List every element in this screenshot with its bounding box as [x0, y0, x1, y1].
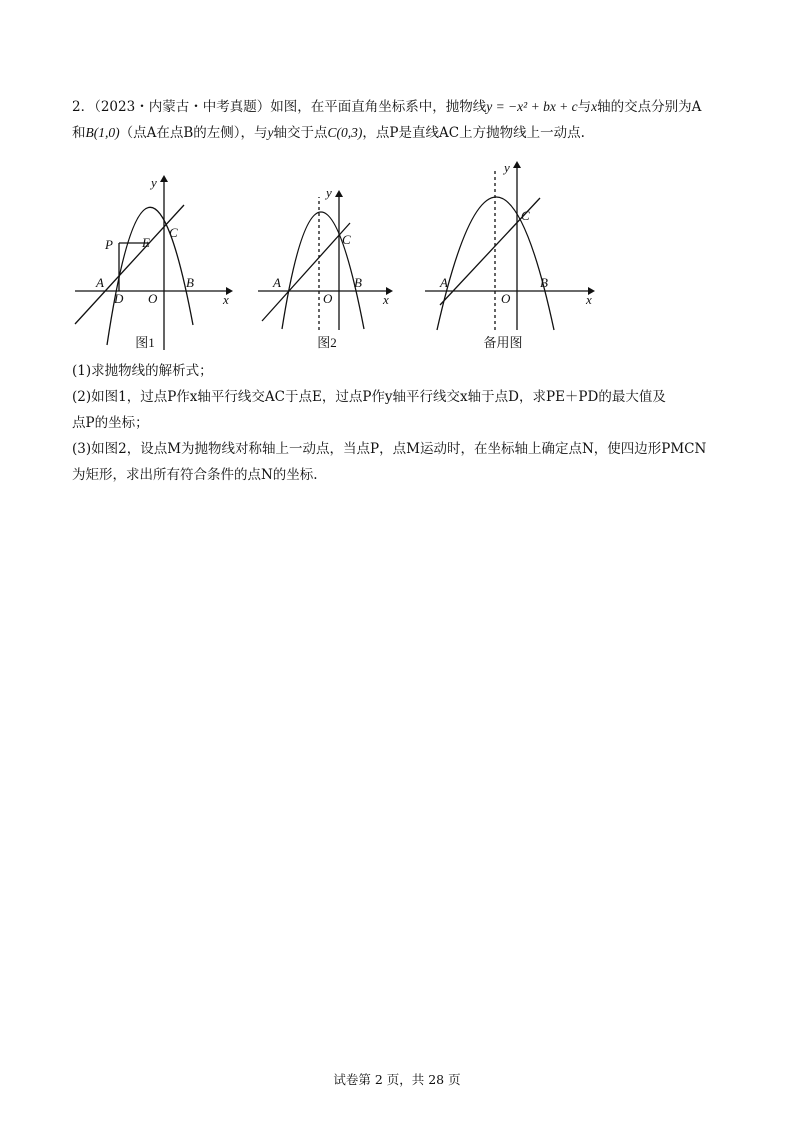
fig3-caption: 备用图: [483, 335, 523, 350]
problem-text: （点A在点B的左侧），与: [119, 125, 268, 141]
page-footer: 试卷第 2 页，共 28 页: [333, 1072, 461, 1087]
problem-statement: [72, 94, 724, 146]
fig2-label-b: B: [354, 275, 362, 290]
fig1-label-y: y: [151, 175, 157, 190]
fig2-label-x: x: [383, 292, 389, 307]
questions: [72, 358, 724, 488]
question-3-line-2: 为矩形，求出所有符合条件的点N的坐标.: [72, 467, 318, 483]
fig1-label-e: E: [142, 235, 150, 250]
question-1: (1)求抛物线的解析式；: [72, 363, 213, 379]
x-variable: x: [591, 99, 598, 114]
problem-text: 轴交于点: [273, 125, 328, 141]
fig3-label-o: O: [501, 291, 511, 306]
fig3-y-arrow: [513, 161, 521, 168]
fig3-label-b: B: [540, 275, 548, 290]
problem-text: ，点P是直线AC上方抛物线上一动点.: [362, 125, 585, 141]
fig3-label-y: y: [504, 160, 510, 175]
fig1-y-arrow: [160, 175, 168, 182]
fig2-caption: 图2: [317, 335, 337, 350]
figure-1: [75, 175, 233, 350]
fig3-label-c: C: [521, 208, 530, 223]
fig1-label-b: B: [186, 275, 194, 290]
fig1-label-a: A: [96, 275, 104, 290]
question-2-line-1: (2)如图1，过点P作x轴平行线交AC于点E，过点P作y轴平行线交x轴于点D，求PE＋PD的最大值及: [72, 389, 666, 405]
fig3-label-x: x: [586, 292, 592, 307]
fig1-label-p: P: [105, 237, 113, 252]
fig2-label-c: C: [342, 232, 351, 247]
fig1-label-o: O: [148, 291, 158, 306]
fig1-caption: 图1: [135, 335, 155, 350]
figures: [0, 160, 794, 360]
problem-line-2: [72, 120, 724, 146]
fig1-label-c: C: [169, 225, 178, 240]
fig1-label-x: x: [223, 292, 229, 307]
parabola-equation: y = −x² + bx + c: [486, 99, 578, 114]
question-3-line-1: (3)如图2，设点M为抛物线对称轴上一动点，当点P，点M运动时，在坐标轴上确定点N，使四边形PMCN: [72, 441, 707, 457]
fig1-line-ac: [75, 205, 184, 324]
question-2-line-2: 点P的坐标；: [72, 415, 149, 431]
problem-text: 与: [577, 99, 592, 115]
fig2-label-o: O: [323, 291, 333, 306]
fig2-y-arrow: [335, 190, 343, 197]
fig2-label-y: y: [326, 185, 332, 200]
fig2-line-ac: [262, 223, 350, 321]
point-c-coord: C(0,3): [327, 125, 363, 140]
fig2-parabola: [282, 212, 364, 329]
fig1-parabola: [107, 207, 193, 345]
fig1-label-d: D: [114, 291, 124, 306]
figure-2: [258, 190, 393, 330]
point-b-coord: B(1,0): [85, 125, 120, 140]
problem-line-1: [72, 94, 724, 120]
problem-intro: 2．（2023・内蒙古・中考真题）如图，在平面直角坐标系中，抛物线: [72, 99, 487, 115]
fig2-label-a: A: [273, 275, 281, 290]
problem-text: 和: [72, 125, 86, 141]
fig3-label-a: A: [440, 275, 448, 290]
y-variable: y: [267, 125, 274, 140]
problem-text: 轴的交点分别为A: [597, 99, 702, 115]
